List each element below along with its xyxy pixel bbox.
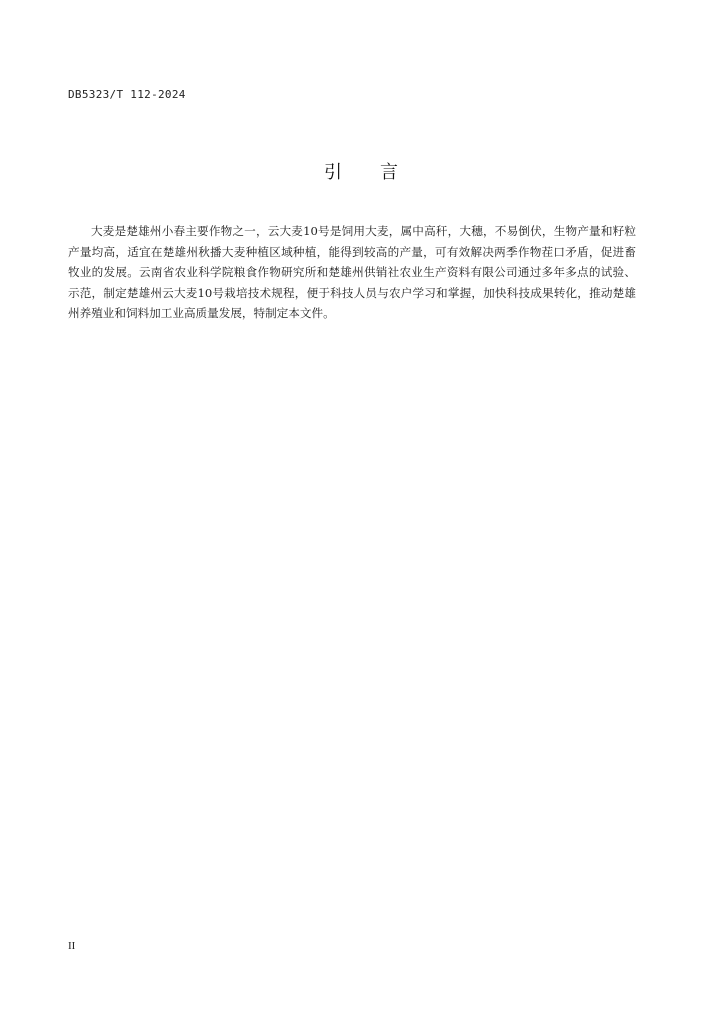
page-number: II [68,940,76,952]
section-title-char-2: 言 [380,162,400,183]
document-code: DB5323/T 112-2024 [68,88,186,101]
section-title [0,158,724,184]
introduction-paragraph: 大麦是楚雄州小春主要作物之一，云大麦10号是饲用大麦，属中高秆，大穗，不易倒伏，生物产量和籽粒产量均高，适宜在楚雄州秋播大麦种植区域种植，能得到较高的产量，可有效解决两季作物茬口矛盾，促进畜牧业的发展。云南省农业科学院粮食作物研究所和楚雄州供销社农业生产资料有限公司通过多年多点的试验、示范，制定楚雄州云大麦10号栽培技术规程，便于科技人员与农户学习和掌握，加快科技成果转化，推动楚雄州养殖业和饲料加工业高质量发展，特制定本文件。 [68,224,636,321]
section-title-char-1: 引 [324,162,344,183]
